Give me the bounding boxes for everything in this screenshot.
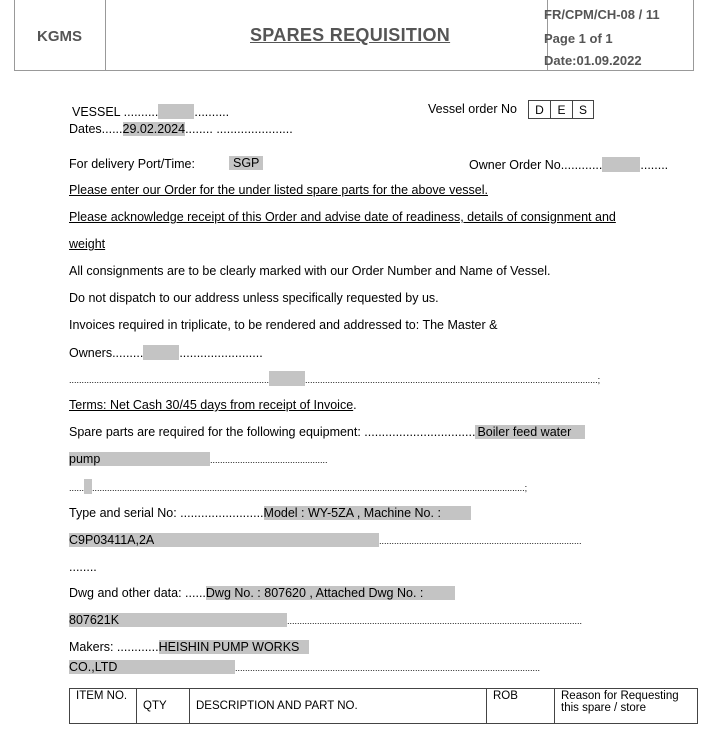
order-letter-box: S	[572, 100, 594, 119]
col-rob: ROB	[487, 689, 555, 724]
owner-order-redacted	[602, 157, 640, 172]
order-letter-box: D	[528, 100, 550, 119]
dates-label: Dates......	[69, 122, 123, 136]
owners-line	[69, 345, 263, 360]
equipment-line	[69, 425, 585, 439]
equipment-line-2	[69, 452, 328, 466]
instruction-1: Please enter our Order for the under listed spare parts for the above vessel.	[69, 183, 488, 197]
equipment-dotted-line	[69, 479, 527, 494]
type-serial-value-2: C9P03411A,2A	[69, 533, 379, 547]
order-letter-box: E	[550, 100, 572, 119]
makers-value-1: HEISHIN PUMP WORKS	[159, 640, 309, 654]
makers-trail: ..........................................................................................................................	[235, 663, 541, 673]
dates-line	[69, 122, 293, 136]
address-redacted	[269, 371, 305, 386]
dwg-line	[69, 586, 455, 600]
address-dots-a: ................................................................................	[69, 375, 270, 385]
spares-table	[69, 688, 698, 724]
instruction-2: Please acknowledge receipt of this Order and advise date of readiness, details of consignment and	[69, 210, 616, 224]
owners-trail: ........................	[179, 346, 263, 360]
equipment-redacted	[84, 479, 92, 494]
dates-value: 29.02.2024	[122, 122, 186, 136]
instruction-4: Do not dispatch to our address unless specifically requested by us.	[69, 291, 439, 305]
vessel-line	[72, 104, 229, 119]
instruction-5: Invoices required in triplicate, to be rendered and addressed to: The Master &	[69, 318, 498, 332]
vessel-order-boxes	[528, 100, 594, 119]
type-serial-label: Type and serial No: ........................	[69, 506, 264, 520]
equipment-dots-b: .............................................................................................................................................................................;	[92, 483, 528, 493]
dwg-label: Dwg and other data: ......	[69, 586, 206, 600]
makers-value-2: CO.,LTD	[69, 660, 235, 674]
address-dotted-line	[69, 371, 600, 386]
vessel-trail: ..........	[194, 105, 230, 119]
terms-period: .	[353, 398, 357, 412]
vessel-redacted	[158, 104, 194, 119]
address-dots-b: .....................................................................................................................;	[305, 375, 601, 385]
col-description: DESCRIPTION AND PART NO.	[190, 689, 487, 724]
equipment-trail: ...............................................	[210, 455, 328, 465]
col-reason: Reason for Requesting this spare / store	[555, 689, 698, 724]
instruction-3: All consignments are to be clearly marked with our Order Number and Name of Vessel.	[69, 264, 551, 278]
page-number: Page 1 of 1	[544, 31, 613, 46]
owners-redacted	[143, 345, 179, 360]
form-date: Date:01.09.2022	[544, 53, 642, 68]
instruction-2b: weight	[69, 237, 106, 251]
company-name: KGMS	[37, 28, 82, 45]
col-item-no: ITEM NO.	[70, 689, 137, 724]
owners-label: Owners.........	[69, 346, 144, 360]
table-header-row	[70, 689, 698, 724]
makers-line	[69, 640, 309, 654]
owner-order-label: Owner Order No............	[469, 158, 603, 172]
type-serial-trail-2: ........	[69, 560, 97, 574]
type-serial-trail: .................................................................................	[379, 536, 582, 546]
terms-text: Terms: Net Cash 30/45 days from receipt of Invoice	[69, 398, 354, 412]
vessel-label: VESSEL ..........	[72, 105, 159, 119]
owner-order-trail: ........	[640, 158, 669, 172]
dates-trail: ........ ......................	[185, 122, 293, 136]
dwg-trail: ......................................................................................................................	[287, 616, 583, 626]
terms-line	[69, 398, 357, 412]
dwg-value-1: Dwg No. : 807620 , Attached Dwg No. :	[206, 586, 455, 600]
form-number: FR/CPM/CH-08 / 11	[544, 7, 660, 22]
company-cell	[15, 0, 106, 70]
equipment-value-2: pump	[69, 452, 210, 466]
type-serial-line	[69, 506, 471, 520]
dwg-line-2	[69, 613, 582, 627]
vessel-order-label: Vessel order No	[428, 102, 517, 116]
owner-order-line	[469, 157, 668, 172]
delivery-port: SGP	[229, 156, 263, 170]
document-title: SPARES REQUISITION	[250, 25, 451, 45]
col-qty: QTY	[137, 689, 190, 724]
type-serial-line-2	[69, 533, 582, 547]
makers-line-2	[69, 660, 540, 674]
delivery-label: For delivery Port/Time:	[69, 157, 195, 171]
title-cell	[105, 0, 548, 70]
type-serial-value-1: Model : WY-5ZA , Machine No. :	[264, 506, 471, 520]
makers-label: Makers: ............	[69, 640, 159, 654]
dwg-value-2: 807621K	[69, 613, 287, 627]
equipment-label: Spare parts are required for the following equipment: ................................	[69, 425, 476, 439]
equipment-value-1: Boiler feed water	[475, 425, 585, 439]
equipment-dots-a: ......	[69, 483, 85, 493]
